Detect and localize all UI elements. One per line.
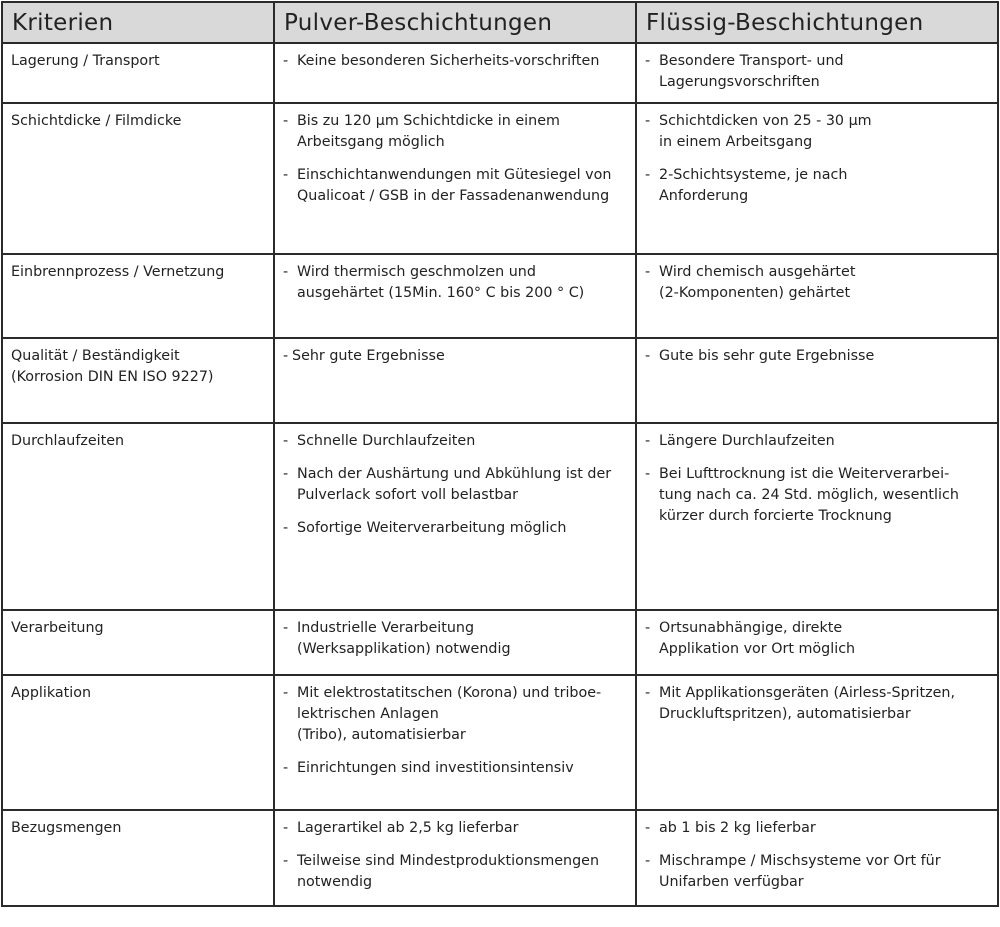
table-row	[2, 423, 998, 610]
dash-bullet: -	[645, 264, 651, 280]
list-item	[283, 262, 626, 304]
criterion-label: Verarbeitung	[11, 620, 104, 636]
list-item	[645, 346, 988, 367]
dash-bullet: -	[283, 113, 289, 129]
dash-bullet: -	[283, 264, 289, 280]
item-text: Ortsunabhängige, direkte Applikation vor Ort möglich	[659, 620, 856, 657]
powder-cell	[274, 675, 636, 810]
dash-bullet: -	[283, 820, 289, 836]
powder-cell	[274, 103, 636, 254]
table-row	[2, 103, 998, 254]
dash-bullet: -	[645, 113, 651, 129]
powder-cell	[274, 610, 636, 675]
item-text: Längere Durchlaufzeiten	[659, 433, 835, 449]
list-item	[645, 818, 988, 839]
criterion-cell	[2, 254, 274, 338]
comparison-table	[1, 1, 999, 907]
criterion-cell	[2, 43, 274, 103]
item-text: Industrielle Verarbeitung (Werksapplikation) notwendig	[297, 620, 511, 657]
list-item	[283, 518, 626, 539]
list-item	[645, 618, 988, 660]
list-item	[645, 431, 988, 452]
dash-bullet: -	[283, 620, 289, 636]
list-item	[283, 618, 626, 660]
list-item	[283, 818, 626, 839]
liquid-cell	[636, 338, 998, 423]
dash-bullet: -	[645, 167, 651, 183]
item-text: Nach der Aushärtung und Abkühlung ist der Pulverlack sofort voll belastbar	[297, 466, 612, 503]
header-powder-coatings: Pulver-Beschichtungen	[274, 2, 636, 43]
dash-bullet: -	[283, 520, 289, 536]
criterion-label: Bezugsmengen	[11, 820, 122, 836]
criterion-cell	[2, 423, 274, 610]
table-row	[2, 338, 998, 423]
item-text: Mischrampe / Mischsysteme vor Ort für Unifarben verfügbar	[659, 853, 941, 890]
liquid-cell	[636, 610, 998, 675]
item-text: Lagerartikel ab 2,5 kg lieferbar	[297, 820, 519, 836]
list-item	[283, 431, 626, 452]
item-text: Sehr gute Ergebnisse	[292, 348, 445, 364]
header-liquid-coatings: Flüssig-Beschichtungen	[636, 2, 998, 43]
table-row	[2, 254, 998, 338]
item-text: Einschichtanwendungen mit Gütesiegel von Qualicoat / GSB in der Fassadenanwendung	[297, 167, 612, 204]
item-text: Besondere Transport- und Lagerungsvorschriften	[659, 53, 844, 90]
list-item	[645, 165, 988, 207]
liquid-cell	[636, 254, 998, 338]
criterion-label: Lagerung / Transport	[11, 53, 160, 69]
item-text: Mit Applikationsgeräten (Airless-Spritzen, Druckluftspritzen), automatisierbar	[659, 685, 956, 722]
powder-cell	[274, 338, 636, 423]
header-row	[2, 2, 998, 43]
dash-bullet: -	[645, 433, 651, 449]
table-row	[2, 43, 998, 103]
liquid-cell	[636, 423, 998, 610]
dash-bullet: -	[283, 685, 289, 701]
list-item	[283, 683, 626, 746]
criterion-label: Qualität / Beständigkeit (Korrosion DIN EN ISO 9227)	[11, 348, 214, 385]
liquid-cell	[636, 43, 998, 103]
dash-bullet: -	[645, 853, 651, 869]
dash-bullet: -	[645, 685, 651, 701]
list-item	[283, 758, 626, 779]
item-text: ab 1 bis 2 kg lieferbar	[659, 820, 816, 836]
item-text: Keine besonderen Sicherheits-vorschriften	[297, 53, 600, 69]
criterion-cell	[2, 675, 274, 810]
criterion-cell	[2, 338, 274, 423]
item-text: Teilweise sind Mindestproduktionsmengen notwendig	[297, 853, 600, 890]
list-item	[283, 51, 626, 72]
item-text: Wird thermisch geschmolzen und ausgehärtet (15Min. 160° C bis 200 ° C)	[297, 264, 585, 301]
dash-bullet: -	[283, 348, 289, 364]
item-text: Einrichtungen sind investitionsintensiv	[297, 760, 574, 776]
list-item	[283, 346, 626, 367]
list-item	[645, 51, 988, 93]
list-item	[645, 262, 988, 304]
powder-cell	[274, 810, 636, 906]
dash-bullet: -	[283, 167, 289, 183]
liquid-cell	[636, 103, 998, 254]
liquid-cell	[636, 810, 998, 906]
item-text: Bis zu 120 µm Schichtdicke in einem Arbeitsgang möglich	[297, 113, 560, 150]
item-text: Wird chemisch ausgehärtet (2-Komponenten) gehärtet	[659, 264, 856, 301]
list-item	[645, 683, 988, 725]
item-text: Gute bis sehr gute Ergebnisse	[659, 348, 875, 364]
dash-bullet: -	[645, 820, 651, 836]
dash-bullet: -	[645, 53, 651, 69]
item-text: Bei Lufttrocknung ist die Weiterverarbei- tung nach ca. 24 Std. möglich, wesentlich kürzer durch forcierte Trocknung	[659, 466, 959, 524]
item-text: Sofortige Weiterverarbeitung möglich	[297, 520, 567, 536]
list-item	[283, 464, 626, 506]
criterion-label: Durchlaufzeiten	[11, 433, 125, 449]
list-item	[283, 851, 626, 893]
powder-cell	[274, 423, 636, 610]
powder-cell	[274, 254, 636, 338]
list-item	[645, 111, 988, 153]
dash-bullet: -	[283, 53, 289, 69]
criterion-label: Schichtdicke / Filmdicke	[11, 113, 182, 129]
criterion-cell	[2, 610, 274, 675]
item-text: Schichtdicken von 25 - 30 µm in einem Arbeitsgang	[659, 113, 872, 150]
item-text: Mit elektrostatitschen (Korona) und triboe- lektrischen Anlagen (Tribo), automatisierbar	[297, 685, 602, 743]
item-text: Schnelle Durchlaufzeiten	[297, 433, 476, 449]
criterion-label: Applikation	[11, 685, 92, 701]
item-text: 2-Schichtsysteme, je nach Anforderung	[659, 167, 848, 204]
dash-bullet: -	[283, 433, 289, 449]
table-row	[2, 675, 998, 810]
dash-bullet: -	[283, 853, 289, 869]
dash-bullet: -	[645, 348, 651, 364]
criterion-cell	[2, 810, 274, 906]
powder-cell	[274, 43, 636, 103]
criterion-label: Einbrennprozess / Vernetzung	[11, 264, 225, 280]
list-item	[283, 111, 626, 153]
table-row	[2, 810, 998, 906]
table-row	[2, 610, 998, 675]
dash-bullet: -	[283, 466, 289, 482]
header-criteria: Kriterien	[2, 2, 274, 43]
dash-bullet: -	[283, 760, 289, 776]
list-item	[645, 851, 988, 893]
list-item	[283, 165, 626, 207]
liquid-cell	[636, 675, 998, 810]
dash-bullet: -	[645, 620, 651, 636]
list-item	[645, 464, 988, 527]
dash-bullet: -	[645, 466, 651, 482]
criterion-cell	[2, 103, 274, 254]
